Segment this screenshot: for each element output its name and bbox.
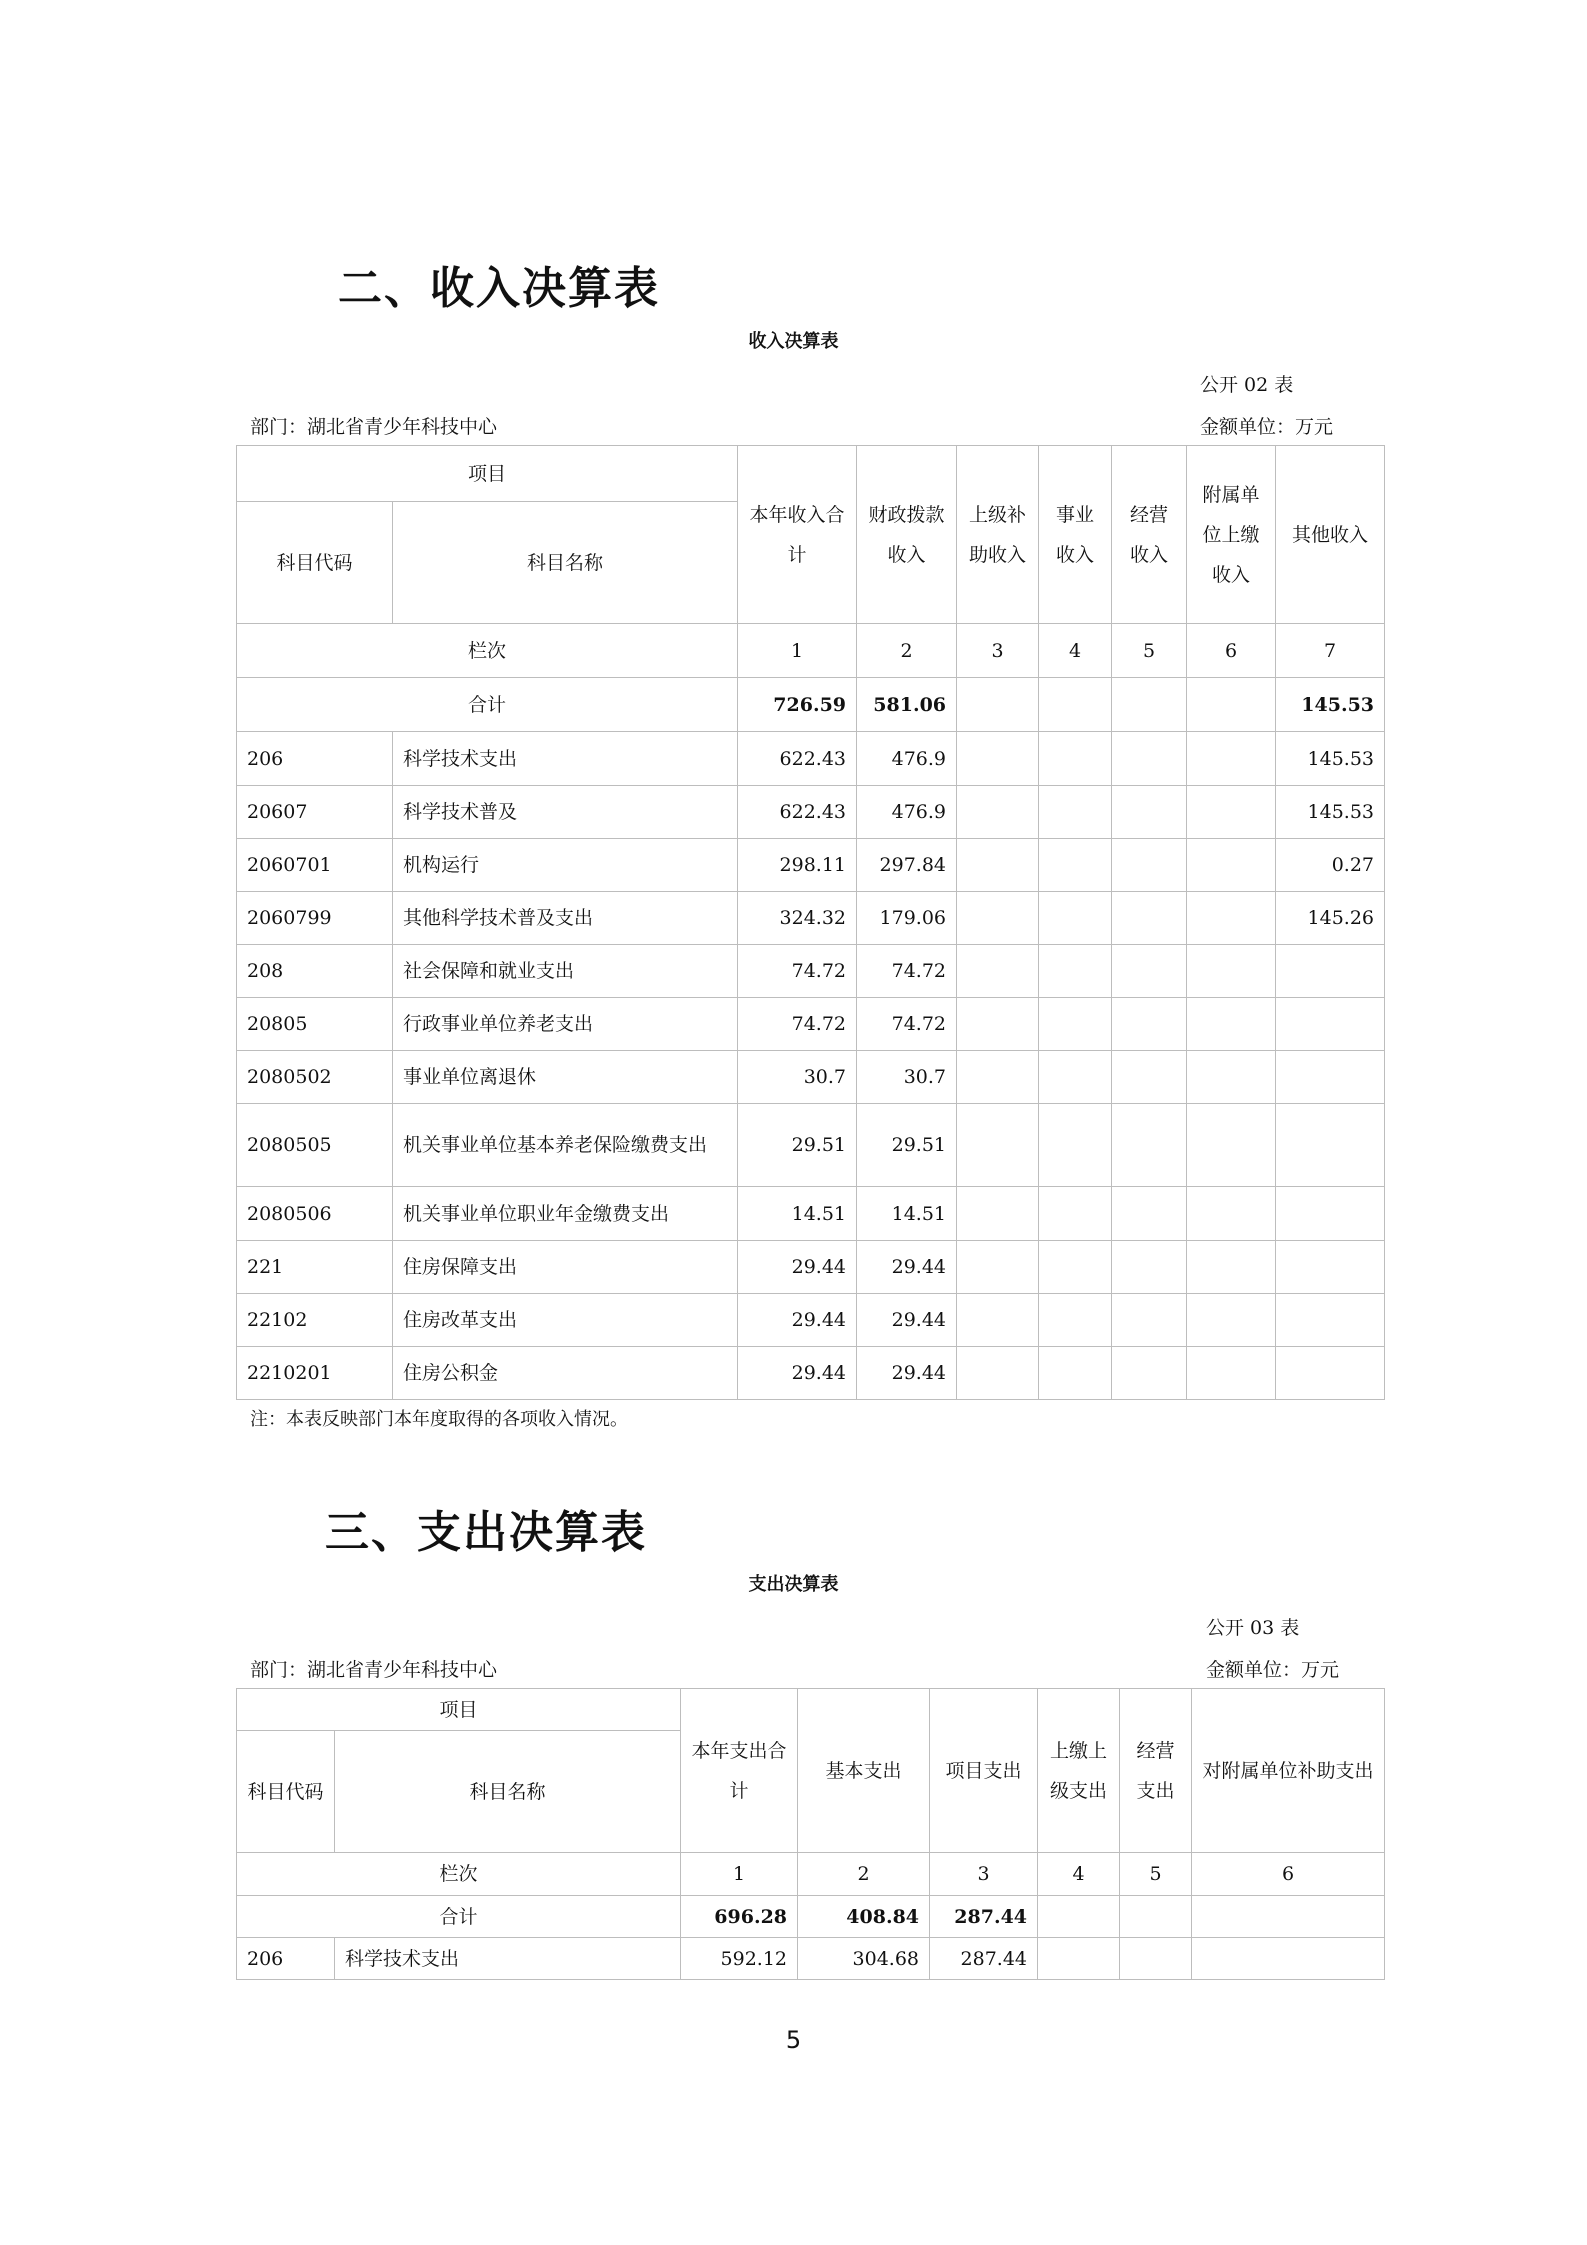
subject-code: 221 [237,1241,393,1294]
seq-cell: 7 [1276,624,1385,678]
amount-cell [1039,1347,1112,1400]
amount-cell [957,998,1039,1051]
amount-cell [1112,1187,1187,1241]
seq-cell: 3 [957,624,1039,678]
header-total-income: 本年收入合计 [738,446,857,624]
table-row [237,1051,1385,1104]
seq-cell: 1 [681,1853,798,1896]
amount-cell [957,732,1039,786]
header-name: 科目名称 [335,1731,681,1853]
amount-cell [1112,1104,1187,1187]
subject-code: 2060799 [237,892,393,945]
amount-cell: 622.43 [738,732,857,786]
amount-cell: 74.72 [857,945,957,998]
amount-cell: 145.26 [1276,892,1385,945]
amount-cell [1112,945,1187,998]
subject-code: 2060701 [237,839,393,892]
subject-code: 2080506 [237,1187,393,1241]
amount-cell [1039,839,1112,892]
subject-code: 20805 [237,998,393,1051]
seq-cell: 5 [1120,1853,1192,1896]
subject-name: 机关事业单位基本养老保险缴费支出 [393,1104,738,1187]
expense-dept-label: 部门：湖北省青少年科技中心 [250,1659,498,1681]
amount-cell [1276,1241,1385,1294]
subject-code: 2080502 [237,1051,393,1104]
amount-cell [1187,786,1276,839]
table-row [237,998,1385,1051]
amount-cell [1039,1051,1112,1104]
amount-cell [1276,1187,1385,1241]
amount-cell [1112,1294,1187,1347]
amount-cell [1039,945,1112,998]
total-cell: 581.06 [857,678,957,732]
amount-cell: 29.51 [857,1104,957,1187]
table-row [237,892,1385,945]
total-cell [1112,678,1187,732]
amount-cell [1112,1051,1187,1104]
amount-cell [1112,1241,1187,1294]
seq-label: 栏次 [237,624,738,678]
header-superior-subsidy: 上级补助收入 [957,446,1039,624]
amount-cell [1112,839,1187,892]
header-fiscal-income: 财政拨款收入 [857,446,957,624]
amount-cell [957,892,1039,945]
header-business-income: 事业收入 [1039,446,1112,624]
header-other-income: 其他收入 [1276,446,1385,624]
table-row [237,1294,1385,1347]
subject-code: 22102 [237,1294,393,1347]
subject-code: 20607 [237,786,393,839]
amount-cell [1039,998,1112,1051]
amount-cell [1039,786,1112,839]
amount-cell [1187,892,1276,945]
amount-cell [1192,1938,1385,1980]
amount-cell: 29.44 [857,1241,957,1294]
page-number: 5 [785,2026,802,2054]
total-cell [1187,678,1276,732]
amount-cell: 74.72 [738,998,857,1051]
total-label: 合计 [237,1896,681,1938]
amount-cell [1187,1187,1276,1241]
amount-cell: 0.27 [1276,839,1385,892]
total-cell: 287.44 [930,1896,1038,1938]
amount-cell [957,1294,1039,1347]
amount-cell [1038,1938,1120,1980]
amount-cell: 476.9 [857,786,957,839]
subject-name: 行政事业单位养老支出 [393,998,738,1051]
expense-header-row [237,1689,1385,1731]
total-cell [1192,1896,1385,1938]
amount-cell [1112,786,1187,839]
expense-table [236,1688,1385,1980]
seq-cell: 6 [1192,1853,1385,1896]
amount-cell [1187,1294,1276,1347]
table-row [237,1347,1385,1400]
total-label: 合计 [237,678,738,732]
amount-cell [1187,732,1276,786]
header-project: 项目 [237,446,738,502]
amount-cell [957,1187,1039,1241]
amount-cell: 476.9 [857,732,957,786]
amount-cell: 29.44 [857,1294,957,1347]
amount-cell: 622.43 [738,786,857,839]
amount-cell: 29.44 [857,1347,957,1400]
income-total-row [237,678,1385,732]
amount-cell: 298.11 [738,839,857,892]
total-cell [1120,1896,1192,1938]
amount-cell: 29.44 [738,1241,857,1294]
total-cell: 145.53 [1276,678,1385,732]
header-operating-expense: 经营支出 [1120,1689,1192,1853]
header-operating-income: 经营收入 [1112,446,1187,624]
subject-code: 2210201 [237,1347,393,1400]
seq-cell: 4 [1038,1853,1120,1896]
amount-cell: 304.68 [798,1938,930,1980]
header-name: 科目名称 [393,502,738,624]
total-cell [957,678,1039,732]
subject-name: 住房保障支出 [393,1241,738,1294]
subject-name: 事业单位离退休 [393,1051,738,1104]
amount-cell [957,1051,1039,1104]
income-table [236,445,1385,1400]
table-row [237,945,1385,998]
expense-total-row [237,1896,1385,1938]
amount-cell [1187,998,1276,1051]
header-code: 科目代码 [237,1731,335,1853]
amount-cell [1112,732,1187,786]
amount-cell [1120,1938,1192,1980]
seq-cell: 4 [1039,624,1112,678]
income-table-number: 公开 02 表 [1200,374,1294,396]
section2-heading: 二、收入决算表 [338,263,660,314]
expense-seq-row [237,1853,1385,1896]
income-seq-row [237,624,1385,678]
amount-cell [1187,1051,1276,1104]
amount-cell [957,1347,1039,1400]
amount-cell [1039,1241,1112,1294]
subject-name: 住房公积金 [393,1347,738,1400]
amount-cell: 74.72 [738,945,857,998]
amount-cell: 74.72 [857,998,957,1051]
subject-name: 其他科学技术普及支出 [393,892,738,945]
header-affiliate-subsidy: 对附属单位补助支出 [1192,1689,1385,1853]
header-project-expense: 项目支出 [930,1689,1038,1853]
subject-name: 科学技术支出 [335,1938,681,1980]
table-row [237,1938,1385,1980]
amount-cell: 287.44 [930,1938,1038,1980]
amount-cell [1276,1104,1385,1187]
subject-name: 住房改革支出 [393,1294,738,1347]
subject-code: 2080505 [237,1104,393,1187]
amount-cell [1112,892,1187,945]
amount-cell [1187,1241,1276,1294]
table-row [237,1104,1385,1187]
amount-cell: 179.06 [857,892,957,945]
seq-cell: 1 [738,624,857,678]
total-cell [1038,1896,1120,1938]
amount-cell [1039,1104,1112,1187]
total-cell: 408.84 [798,1896,930,1938]
header-project: 项目 [237,1689,681,1731]
amount-cell [1187,1104,1276,1187]
amount-cell [1276,1347,1385,1400]
amount-cell: 30.7 [738,1051,857,1104]
income-table-note: 注：本表反映部门本年度取得的各项收入情况。 [250,1409,628,1430]
amount-cell [957,786,1039,839]
table-row [237,839,1385,892]
seq-cell: 2 [857,624,957,678]
seq-cell: 6 [1187,624,1276,678]
expense-table-number: 公开 03 表 [1206,1617,1300,1639]
subject-name: 机关事业单位职业年金缴费支出 [393,1187,738,1241]
amount-cell [957,1241,1039,1294]
amount-cell: 145.53 [1276,732,1385,786]
amount-cell: 29.44 [738,1294,857,1347]
amount-cell: 14.51 [738,1187,857,1241]
amount-cell [1039,892,1112,945]
header-basic-expense: 基本支出 [798,1689,930,1853]
amount-cell: 324.32 [738,892,857,945]
subject-name: 科学技术支出 [393,732,738,786]
header-code: 科目代码 [237,502,393,624]
amount-cell: 14.51 [857,1187,957,1241]
amount-cell [1112,1347,1187,1400]
subject-code: 208 [237,945,393,998]
table-row [237,786,1385,839]
amount-cell [1039,1294,1112,1347]
header-total-expense: 本年支出合计 [681,1689,798,1853]
amount-cell [1276,1294,1385,1347]
seq-cell: 3 [930,1853,1038,1896]
amount-cell: 29.44 [738,1347,857,1400]
amount-cell [1187,945,1276,998]
seq-cell: 5 [1112,624,1187,678]
amount-cell [1276,1051,1385,1104]
subject-code: 206 [237,732,393,786]
seq-label: 栏次 [237,1853,681,1896]
income-unit-label: 金额单位：万元 [1200,416,1334,438]
amount-cell: 30.7 [857,1051,957,1104]
total-cell [1039,678,1112,732]
table-row [237,1241,1385,1294]
subject-name: 科学技术普及 [393,786,738,839]
amount-cell [1187,839,1276,892]
amount-cell [957,1104,1039,1187]
subject-name: 机构运行 [393,839,738,892]
amount-cell: 29.51 [738,1104,857,1187]
amount-cell: 297.84 [857,839,957,892]
amount-cell [1276,945,1385,998]
income-dept-label: 部门：湖北省青少年科技中心 [250,416,498,438]
amount-cell [1276,998,1385,1051]
amount-cell [957,945,1039,998]
amount-cell: 592.12 [681,1938,798,1980]
amount-cell [1039,732,1112,786]
total-cell: 696.28 [681,1896,798,1938]
header-affiliate-income: 附属单位上缴收入 [1187,446,1276,624]
table-row [237,732,1385,786]
seq-cell: 2 [798,1853,930,1896]
header-remit-superior: 上缴上级支出 [1038,1689,1120,1853]
amount-cell [1187,1347,1276,1400]
income-table-caption: 收入决算表 [748,331,839,352]
amount-cell [1112,998,1187,1051]
amount-cell [957,839,1039,892]
amount-cell [1039,1187,1112,1241]
section3-heading: 三、支出决算表 [325,1507,647,1558]
expense-table-caption: 支出决算表 [748,1574,839,1595]
amount-cell: 145.53 [1276,786,1385,839]
expense-unit-label: 金额单位：万元 [1206,1659,1340,1681]
table-row [237,1187,1385,1241]
total-cell: 726.59 [738,678,857,732]
subject-name: 社会保障和就业支出 [393,945,738,998]
subject-code: 206 [237,1938,335,1980]
income-header-row [237,446,1385,502]
